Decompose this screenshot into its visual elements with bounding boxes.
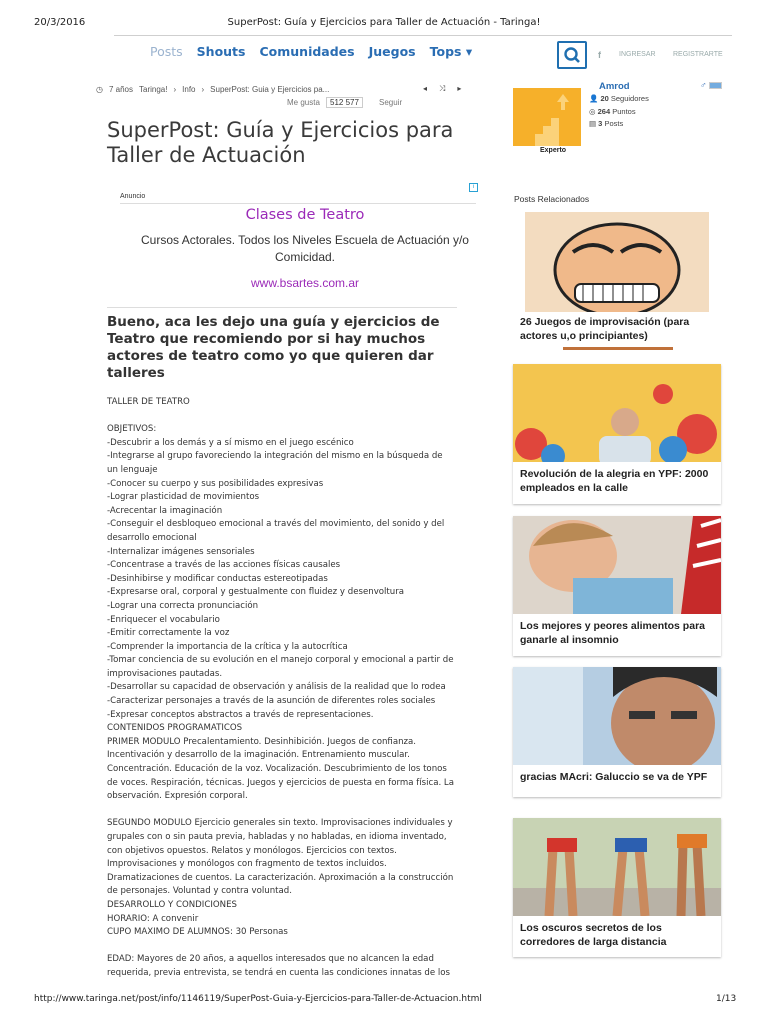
login-link[interactable]: INGRESAR — [619, 51, 656, 58]
avatar-image — [513, 88, 581, 146]
print-page-number: 1/13 — [716, 994, 737, 1004]
related-card-2[interactable] — [513, 364, 721, 504]
ad-divider — [120, 203, 476, 204]
breadcrumb — [96, 85, 329, 94]
related-image-5 — [513, 818, 721, 916]
nav-tops[interactable]: Tops ▾ — [429, 44, 473, 59]
facebook-icon[interactable]: f — [598, 50, 601, 60]
related-title-2[interactable]: Revolución de la alegria en YPF: 2000 empleados en la calle — [520, 468, 709, 494]
main-nav — [150, 44, 472, 59]
ad-label: Anuncio — [120, 193, 146, 200]
chevron-right-icon: › — [173, 85, 177, 94]
related-title-5[interactable]: Los oscuros secretos de los corredores de larga distancia — [520, 922, 667, 948]
likes-label[interactable]: Me gusta — [287, 98, 320, 107]
related-card-4[interactable] — [513, 667, 721, 797]
followers-icon: 👤 — [589, 94, 601, 103]
followers-count: 20 — [600, 94, 609, 103]
gender-icon: ♂ — [700, 80, 707, 90]
author-stats — [589, 93, 649, 131]
related-image-1 — [513, 212, 721, 312]
clock-icon: ◷ — [96, 85, 103, 94]
related-card-5[interactable] — [513, 818, 721, 957]
search-button[interactable] — [557, 41, 587, 69]
nav-posts[interactable]: Posts — [150, 44, 183, 59]
flag-icon — [709, 82, 722, 89]
followers-label: Seguidores — [610, 94, 649, 103]
ad-url[interactable]: www.bsartes.com.ar — [250, 276, 360, 290]
print-page-title: SuperPost: Guía y Ejercicios para Taller de Actuación - Taringa! — [227, 17, 541, 28]
posts-count: 3 — [598, 119, 603, 128]
search-icon — [559, 43, 585, 67]
shuffle-icon[interactable]: ⤨ — [439, 84, 446, 93]
post-pager — [423, 84, 461, 94]
nav-shouts[interactable]: Shouts — [196, 44, 246, 59]
crumb-category[interactable]: Info — [182, 85, 196, 94]
related-image-2 — [513, 364, 721, 462]
author-rank: Experto — [540, 147, 567, 154]
nav-juegos[interactable]: Juegos — [368, 44, 416, 59]
points-count: 264 — [597, 106, 611, 116]
card-underline — [563, 347, 673, 350]
prev-icon[interactable]: ◂ — [423, 84, 428, 93]
related-image-4 — [513, 667, 721, 765]
crumb-site[interactable]: Taringa! — [139, 85, 168, 94]
next-icon[interactable]: ▸ — [457, 84, 462, 93]
author-avatar[interactable] — [513, 88, 581, 146]
related-title-3[interactable]: Los mejores y peores alimentos para ganarle al insomnio — [520, 620, 705, 646]
register-link[interactable]: REGISTRARTE — [673, 51, 723, 58]
points-label: Puntos — [612, 106, 636, 116]
author-name[interactable]: Amrod — [599, 81, 630, 92]
points-icon: ◎ — [589, 106, 598, 116]
chevron-right-icon: › — [201, 85, 205, 94]
posts-icon: ▤ — [589, 119, 599, 128]
related-card-1[interactable] — [513, 212, 721, 350]
post-body: TALLER DE TEATRO OBJETIVOS: -Descubrir a los demás y a sí mismo en el juego escénico -Integrarse al grupo favoreciendo la integración del mismo en la búsqueda de un lenguaje -Conocer su cuerpo y sus posibilidades expresivas -Lograr plasticidad de movimientos -Acrecentar la imaginación -Conseguir el desbloqueo emocional a través del movimiento, del sonido y del desarrollo emocional -Internalizar imágenes sensoriales -Concentrase a través de las acciones físicas causales -Desinhibirse y modificar conductas estereotipadas -Expresarse oral, corporal y gestualmente con fluidez y desenvoltura -Lograr una correcta pronunciación -Enriquecer el vocabulario -Emitir correctamente la voz -Comprender la importancia de la crítica y la autocrítica -Tomar conciencia de su evolución en el manejo corporal y emocional a partir de improvisaciones pautadas. -Desarrollar su capacidad de observación y análisis de la realidad que lo rodea -Caracterizar personajes a través de la asunción de diferentes roles sociales -Expresar conceptos abstractos a través de representaciones. CONTENIDOS PROGRAMATICOS PRIMER MODULO Precalentamiento. Desinhibición. Juegos de confianza. Incentivación y desarrollo de la imaginación. Entrenamiento muscular. Concentración. Educación de la voz. Vocalización. Descubrimiento de los tonos de voces. Respiración, técnicas. Juegos y ejercicios de puesta en forma física. La observación. Expresión corporal. SEGUNDO MODULO Ejercicio generales sin texto. Improvisaciones individuales y grupales con o sin pauta previa, habladas y no habladas, en idioma inventado, con objetivos opuestos. Relatos y monólogos. Ejercicios con textos. Improvisaciones y monólogos con fragmento de textos incluidos. Dramatizaciones de cuentos. La caracterización. Aproximación a la construcción de personajes. Voluntad y contra voluntad. DESARROLLO Y CONDICIONES HORARIO: A convenir CUPO MAXIMO DE ALUMNOS: 30 Personas EDAD: Mayores de 20 años, a aquellos interesados que no alcancen la edad requerida, previa entrevista, se tendrá en cuenta las condiciones innatas de los — [107, 397, 454, 978]
crumb-post: SuperPost: Guia y Ejercicios pa... — [210, 85, 330, 94]
adchoices-icon[interactable]: i — [469, 183, 478, 192]
related-heading: Posts Relacionados — [514, 194, 590, 204]
likes-count: 512 577 — [326, 97, 363, 108]
nav-comunidades[interactable]: Comunidades — [259, 44, 355, 59]
post-age: 7 años — [108, 85, 134, 94]
nav-divider — [114, 35, 732, 36]
related-image-3 — [513, 516, 721, 614]
print-date: 20/3/2016 — [34, 17, 86, 28]
related-card-3[interactable] — [513, 516, 721, 656]
posts-label: Posts — [604, 119, 624, 128]
related-title-4[interactable]: gracias MAcri: Galuccio se va de YPF — [520, 771, 708, 783]
print-url: http://www.taringa.net/post/info/1146119/SuperPost-Guia-y-Ejercicios-para-Taller-de-Actuacion.html — [34, 994, 482, 1004]
content-divider — [107, 307, 457, 308]
post-lead: Bueno, aca les dejo una guía y ejercicios de Teatro que recomiendo por si hay muchos actores de teatro como yo que quieren dar talleres — [107, 314, 440, 381]
ad-heading[interactable]: Clases de Teatro — [245, 207, 365, 223]
related-title-1[interactable]: 26 Juegos de improvisación (para actores u,o principiantes) — [520, 316, 690, 342]
ad-body: Cursos Actorales. Todos los Niveles Escuela de Actuación y/o Comicidad. — [141, 233, 469, 264]
post-title: SuperPost: Guía y Ejercicios para Taller de Actuación — [107, 118, 454, 167]
follow-button[interactable]: Seguir — [379, 98, 403, 107]
